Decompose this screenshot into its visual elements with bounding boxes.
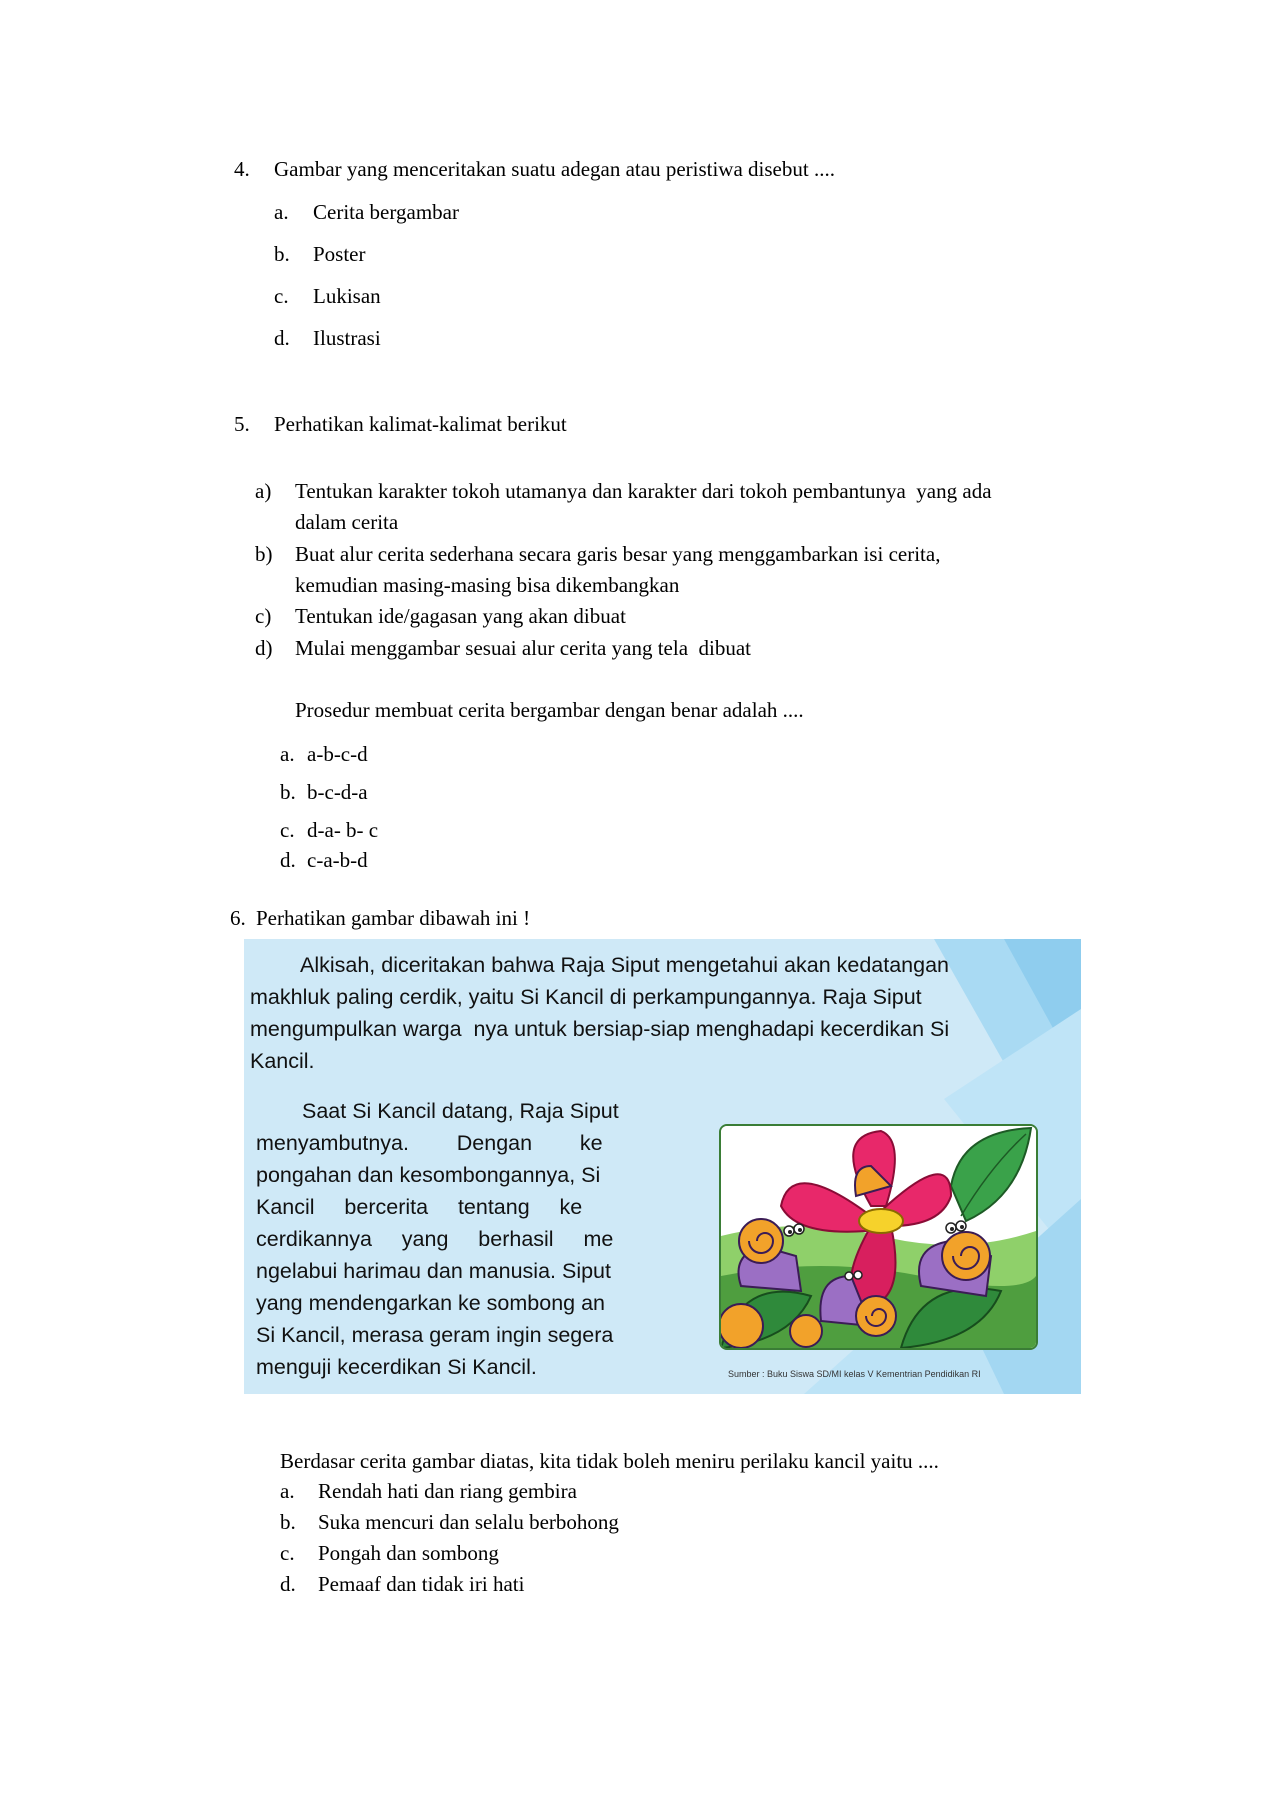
story-paragraph-1 [250,949,1068,1077]
q6-option-text: Rendah hati dan riang gembira [318,1479,577,1503]
q6-option-text: Pongah dan sombong [318,1541,499,1565]
q5-step-letter: b) [255,542,273,566]
q5-step-b-line1: Buat alur cerita sederhana secara garis besar yang menggambarkan isi cerita, [295,542,941,566]
q6-option-letter: c. [280,1541,295,1565]
q6-option-letter: a. [280,1479,295,1503]
q4-option-letter: a. [274,200,289,224]
story-line: ngelabui harimau dan manusia. Siput [256,1259,611,1283]
q5-option-text: b-c-d-a [307,780,368,804]
q6-prompt: Berdasar cerita gambar diatas, kita tidak boleh meniru perilaku kancil yaitu .... [280,1449,939,1473]
q5-question: Perhatikan kalimat-kalimat berikut [274,412,567,436]
q6-number: 6. [230,906,246,930]
q6-option-text: Suka mencuri dan selalu berbohong [318,1510,619,1534]
story-line: makhluk paling cerdik, yaitu Si Kancil di perkampungannya. Raja Siput [250,985,922,1009]
q5-option-letter: b. [280,780,296,804]
story-line: Kancil. [250,1049,315,1073]
q5-prompt: Prosedur membuat cerita bergambar dengan benar adalah .... [295,698,804,722]
q4-number: 4. [234,157,250,181]
story-line: mengumpulkan warga nya untuk bersiap-siap menghadapi kecerdikan Si [250,1017,950,1041]
q6-question: Perhatikan gambar dibawah ini ! [256,906,531,930]
snail-flower-illustration [719,1124,1038,1350]
q6-option-text: Pemaaf dan tidak iri hati [318,1572,525,1596]
q5-option-letter: a. [280,742,295,766]
story-line: Saat Si Kancil datang, Raja Siput [302,1099,619,1123]
q5-step-letter: d) [255,636,273,660]
story-line: Alkisah, diceritakan bahwa Raja Siput mengetahui akan kedatangan [300,953,950,977]
story-line: cerdikannya yang berhasil me [256,1227,614,1251]
q5-step-b-line2: kemudian masing-masing bisa dikembangkan [295,573,680,597]
q4-option-text: Cerita bergambar [313,200,459,224]
story-image [244,939,1081,1394]
image-source-credit: Sumber : Buku Siswa SD/MI kelas V Kementrian Pendidikan RI [728,1369,981,1379]
q5-step-a-line1: Tentukan karakter tokoh utamanya dan karakter dari tokoh pembantunya yang ada [295,479,992,503]
q4-option-letter: c. [274,284,289,308]
q4-option-letter: d. [274,326,290,350]
q5-step-c-line1: Tentukan ide/gagasan yang akan dibuat [295,604,626,628]
q5-step-letter: a) [255,479,272,503]
story-line: menyambutnya. Dengan ke [256,1131,603,1155]
story-line: Kancil bercerita tentang ke [256,1195,583,1219]
q4-option-text: Poster [313,242,366,266]
q5-option-text: c-a-b-d [307,848,368,872]
q6-option-letter: d. [280,1572,296,1596]
q4-option-letter: b. [274,242,290,266]
story-line: pongahan dan kesombongannya, Si [256,1163,601,1187]
q4-option-text: Lukisan [313,284,381,308]
q5-option-text: a-b-c-d [307,742,368,766]
q5-number: 5. [234,412,250,436]
q5-step-letter: c) [255,604,272,628]
q5-step-line [295,479,1110,504]
q5-step-a-line2: dalam cerita [295,510,399,534]
q5-step-d-line1: Mulai menggambar sesuai alur cerita yang tela dibuat [295,636,752,660]
story-paragraph-2 [256,1095,656,1383]
q5-option-text: d-a- b- c [307,818,379,842]
q5-option-letter: c. [280,818,295,842]
q6-option-letter: b. [280,1510,296,1534]
story-line: menguji kecerdikan Si Kancil. [256,1355,537,1379]
q4-option-text: Ilustrasi [313,326,381,350]
q4-question: Gambar yang menceritakan suatu adegan atau peristiwa disebut .... [274,157,835,181]
story-line: Si Kancil, merasa geram ingin segera [256,1323,614,1347]
q5-option-letter: d. [280,848,296,872]
story-line: yang mendengarkan ke sombong an [256,1291,606,1315]
